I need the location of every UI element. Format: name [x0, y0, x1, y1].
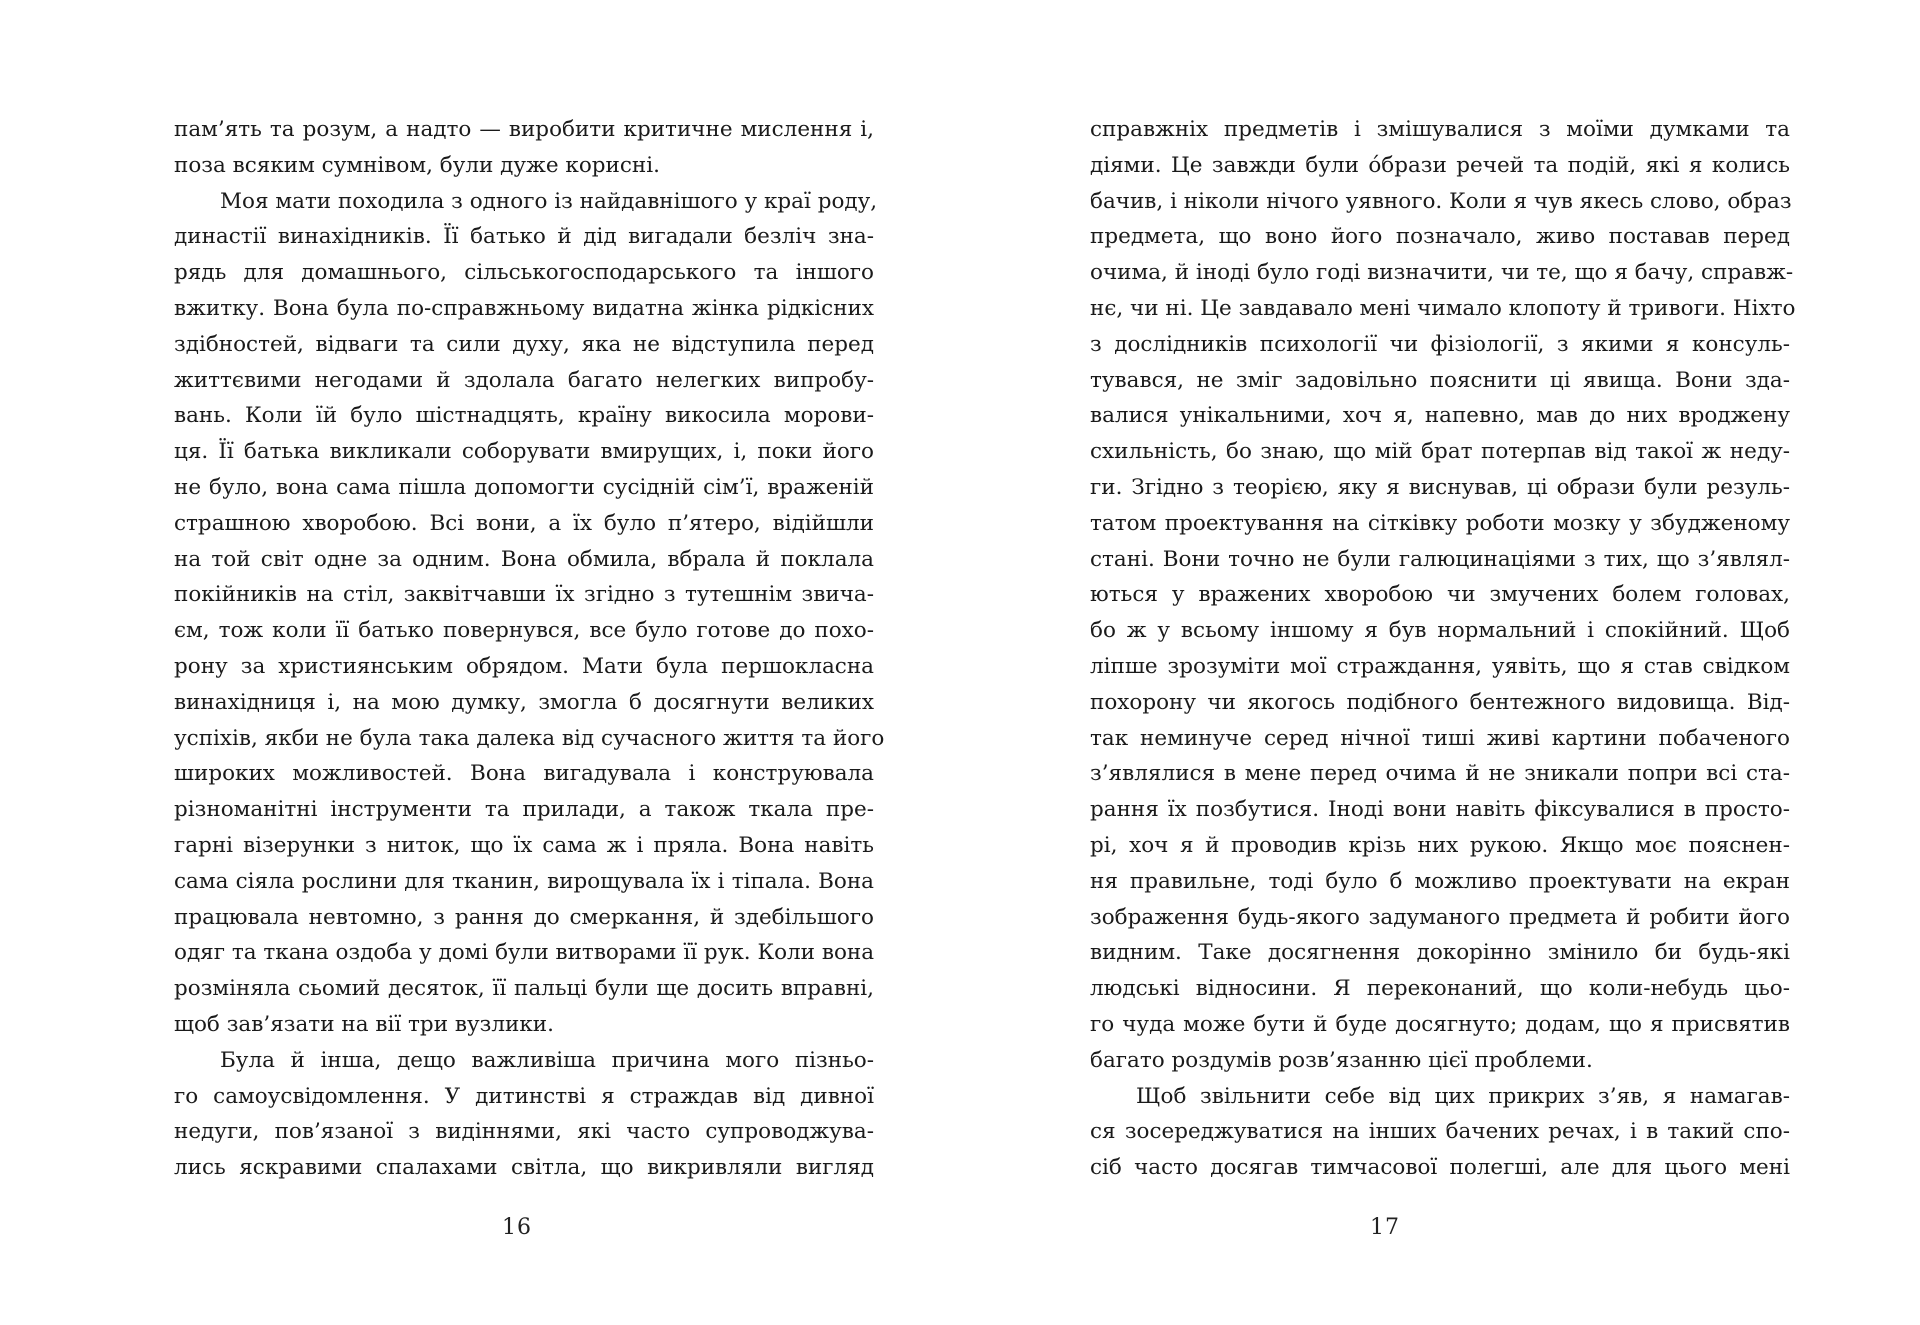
text-line: успіхів, якби не була така далека від сучасного життя та його: [174, 725, 885, 751]
text-line: бо ж у всьому іншому я був нормальний і спокійний. Щоб: [1090, 618, 1790, 644]
text-line: багато роздумів розв’язанню цієї проблеми.: [1090, 1047, 1593, 1073]
text-line: різноманітні інструменти та прилади, а також ткала пре-: [174, 797, 874, 823]
text-line: татом проектування на сітківку роботи мозку у збудженому: [1090, 510, 1790, 536]
text-line: рядь для домашнього, сільськогосподарського та іншого: [174, 260, 874, 286]
text-line: поза всяким сумнівом, були дуже корисні.: [174, 152, 660, 178]
text-line: недуги, пов’язаної з видіннями, які часто супроводжува-: [174, 1119, 874, 1145]
left-page-text: [174, 112, 885, 1186]
right-page: [960, 0, 1920, 1325]
text-line: розміняла сьомий десяток, її пальці були ще досить вправні,: [174, 976, 874, 1002]
text-line: на той світ одне за одним. Вона обмила, вбрала й поклала: [174, 546, 874, 572]
text-line: єм, тож коли її батько повернувся, все було готове до похо-: [174, 618, 874, 644]
text-line: щоб зав’язати на вії три вузлики.: [174, 1011, 554, 1037]
text-line: похорону чи якогось подібного бентежного видовища. Від-: [1090, 689, 1790, 715]
page-number: 17: [1370, 1215, 1400, 1240]
text-line: працювала невтомно, з рання до смеркання, й здебільшого: [174, 904, 874, 930]
text-line: тувався, не зміг задовільно пояснити ці явища. Вони зда-: [1090, 367, 1790, 393]
text-line: так неминуче серед нічної тиші живі картини побаченого: [1090, 725, 1790, 751]
text-line: стані. Вони точно не були галюцинаціями з тих, що з’являл-: [1090, 546, 1790, 572]
text-line: рання їх позбутися. Іноді вони навіть фіксувалися в просто-: [1090, 797, 1790, 823]
text-line: страшною хворобою. Всі вони, а їх було п’ятеро, відійшли: [174, 510, 874, 536]
text-line: ються у вражених хворобою чи змучених болем головах,: [1090, 582, 1790, 608]
text-line: життєвими негодами й здолала багато нелегких випробу-: [174, 367, 874, 393]
text-line: Була й інша, дещо важливіша причина мого пізньо-: [220, 1047, 874, 1073]
text-line: очима, й іноді було годі визначити, чи те, що я бачу, справж-: [1090, 260, 1794, 286]
text-line: широких можливостей. Вона вигадувала і конструювала: [174, 761, 874, 787]
text-line: справжніх предметів і змішувалися з моїми думками та: [1090, 117, 1790, 142]
text-line: покійників на стіл, заквітчавши їх згідно з тутешнім звича-: [174, 582, 874, 608]
text-line: винахідниця і, на мою думку, змогла б досягнути великих: [174, 689, 874, 715]
text-line: ця. Її батька викликали соборувати вмирущих, і, поки його: [174, 439, 874, 465]
text-line: рі, хоч я й проводив крізь них рукою. Якщо моє пояснен-: [1090, 832, 1790, 858]
text-line: пам’ять та розум, а надто — виробити критичне мислення і,: [174, 117, 874, 142]
text-line: ги. Згідно з теорією, яку я виснував, ці образи були резуль-: [1090, 474, 1790, 500]
text-line: лись яскравими спалахами світла, що викривляли вигляд: [174, 1155, 874, 1181]
text-line: людські відносини. Я переконаний, що коли-небудь цьо-: [1090, 976, 1790, 1002]
text-line: не було, вона сама пішла допомогти сусідній сім’ї, враженій: [174, 474, 874, 500]
text-line: вжитку. Вона була по-справжньому видатна жінка рідкісних: [174, 295, 874, 321]
text-line: з дослідників психології чи фізіології, з якими я консуль-: [1090, 331, 1790, 357]
text-line: династії винахідників. Її батько й дід вигадали безліч зна-: [174, 224, 874, 250]
text-line: вань. Коли їй було шістнадцять, країну викосила морови-: [174, 403, 874, 429]
text-line: валися унікальними, хоч я, напевно, мав до них вроджену: [1090, 403, 1790, 429]
text-line: го чуда може бути й буде досягнуто; додам, що я присвятив: [1090, 1011, 1790, 1037]
text-line: предмета, що воно його позначало, живо поставав перед: [1090, 224, 1790, 250]
text-line: бачив, і ніколи нічого уявного. Коли я чув якесь слово, образ: [1090, 188, 1792, 214]
text-line: видним. Таке досягнення докорінно змінило би будь-які: [1090, 940, 1790, 966]
text-line: з’являлися в мене перед очима й не зникали попри всі ста-: [1090, 761, 1790, 787]
text-line: здібностей, відваги та сили духу, яка не відступила перед: [174, 331, 874, 357]
text-line: схильність, бо знаю, що мій брат потерпав від такої ж неду-: [1090, 439, 1790, 465]
text-line: одяг та ткана оздоба у домі були витворами її рук. Коли вона: [174, 940, 875, 966]
text-line: сама сіяла рослини для тканин, вирощувала їх і тіпала. Вона: [174, 868, 874, 894]
text-line: ліпше зрозуміти мої страждання, уявіть, що я став свідком: [1090, 653, 1790, 679]
text-line: Щоб звільнити себе від цих прикрих з’яв, я намагав-: [1136, 1083, 1790, 1109]
text-line: го самоусвідомлення. У дитинстві я страждав від дивної: [174, 1083, 874, 1109]
text-line: гарні візерунки з ниток, що їх сама ж і пряла. Вона навіть: [174, 832, 874, 858]
text-line: Моя мати походила з одного із найдавнішого у краї роду,: [220, 188, 878, 214]
text-line: нє, чи ні. Це завдавало мені чимало клопоту й тривоги. Ніхто: [1090, 295, 1796, 321]
text-line: зображення будь-якого задуманого предмета й робити його: [1090, 904, 1790, 930]
page-number: 16: [502, 1215, 532, 1240]
text-line: діями. Це завжди були óбрази речей та подій, які я колись: [1090, 152, 1790, 178]
text-line: ся зосереджуватися на інших бачених речах, і в такий спо-: [1090, 1119, 1790, 1145]
text-line: ня правильне, тоді було б можливо проектувати на екран: [1090, 868, 1790, 894]
text-line: рону за християнським обрядом. Мати була першокласна: [174, 653, 874, 679]
text-line: сіб часто досягав тимчасової полегші, але для цього мені: [1090, 1155, 1790, 1181]
right-page-text: [1090, 112, 1796, 1186]
